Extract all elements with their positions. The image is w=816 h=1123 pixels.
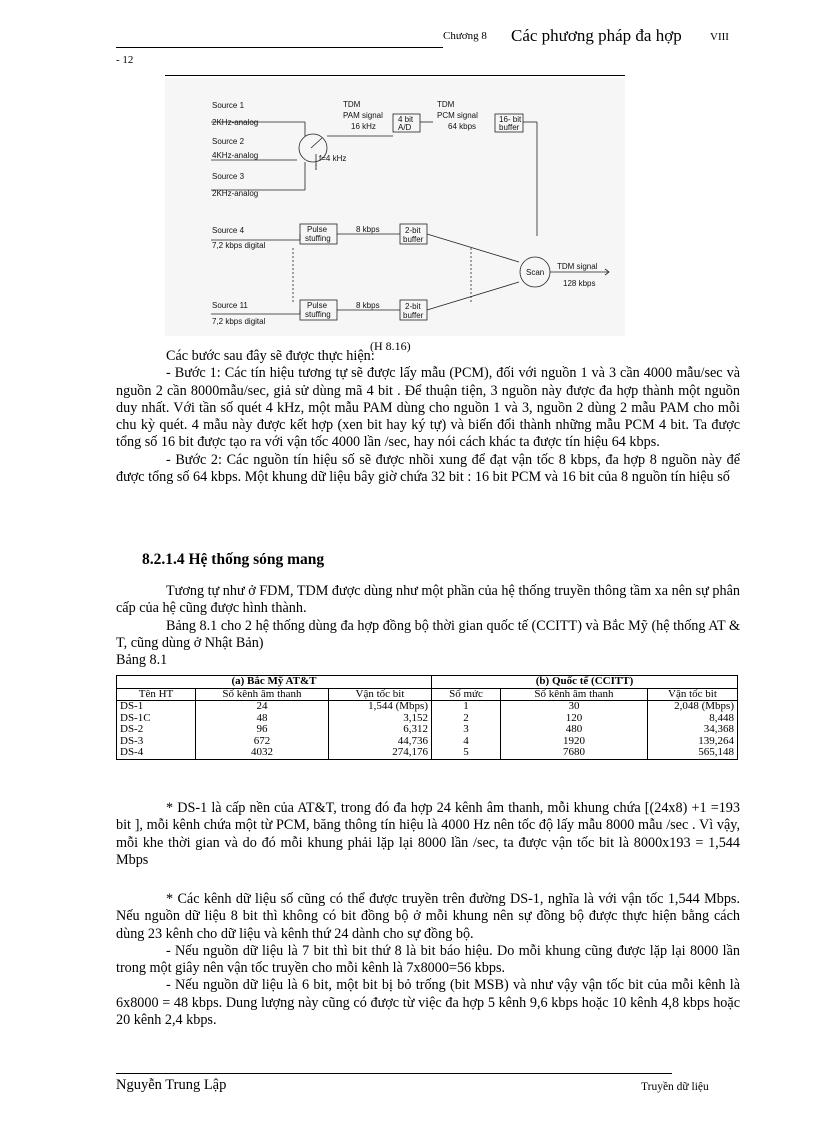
col-header: Số mức xyxy=(432,688,501,701)
col-header: Vận tốc bit xyxy=(648,688,738,701)
table-cell: 2 xyxy=(432,713,501,725)
table-cell: 672 xyxy=(196,736,329,748)
buffer2-1-line2: buffer xyxy=(403,235,424,244)
col-header: Vận tốc bit xyxy=(329,688,432,701)
table-label: Bảng 8.1 xyxy=(116,652,168,669)
table-cell: 7680 xyxy=(501,747,648,759)
footer-author: Nguyễn Trung Lập xyxy=(116,1077,227,1093)
note-7bit: - Nếu nguồn dữ liệu là 7 bit thì bit thứ 8 là bit báo hiệu. Do mỗi khung cũng được lặp lại 8000 lần trong một giây nên vận tốc truyền cho mỗi kênh là 7x8000=56 kbps. xyxy=(116,942,740,977)
buffer2-1-line1: 2-bit xyxy=(405,226,421,235)
step-2: - Bước 2: Các nguồn tín hiệu số sẽ được nhồi xung để đạt vận tốc 8 kbps, đa hợp 8 nguồn này để được tổng số 64 kbps. Một khung dữ liệu bây giờ chứa 32 bit : 16 bit PCM và 16 bit của 8 nguồn tín hiệu số xyxy=(116,451,740,486)
pulse-stuffing-1-line1: Pulse xyxy=(307,225,328,234)
pulse-stuffing-2-line2: stuffing xyxy=(305,310,331,319)
table-cell: 3 xyxy=(432,724,501,736)
tdm-pam-title: TDM xyxy=(343,100,361,109)
header-rule xyxy=(116,47,443,48)
table-cell: 4032 xyxy=(196,747,329,759)
source1-type: 2KHz-analog xyxy=(212,118,259,127)
tdm-signal-label: TDM signal xyxy=(557,262,598,271)
pulse-stuffing-1-line2: stuffing xyxy=(305,234,331,243)
sample-frequency: f=4 kHz xyxy=(319,154,347,163)
table-cell: 2,048 (Mbps) xyxy=(648,701,738,713)
chapter-label: Chương 8 xyxy=(443,30,487,42)
ad-box-line1: 4 bit xyxy=(398,115,414,124)
table-row xyxy=(117,747,738,759)
note-6bit: - Nếu nguồn dữ liệu là 6 bit, một bit bị bỏ trống (bit MSB) và như vậy vận tốc bit của mỗi kênh là 6x8000 = 48 kbps. Dung lượng này cũng có được từ việc đa hợp 5 kênh 9,6 kbps hoặc 10 kênh 4,8 kbps hoặc 20 kênh 2,4 kbps. xyxy=(116,977,740,1029)
table-cell: 480 xyxy=(501,724,648,736)
carrier-section xyxy=(116,583,740,669)
source3-label: Source 3 xyxy=(212,172,245,181)
step-1: - Bước 1: Các tín hiệu tương tự sẽ được lấy mẫu (PCM), đối với nguồn 1 và 3 cần 4000 mẫu/sec và nguồn 2 cần 8000mẫu/sec, giả sử dùng mã 4 bit . Để thuận tiện, 3 nguồn này được đa hợp thành một nguồn duy nhất. Với tần số quét 4 kHz, một mẫu PAM dùng cho nguồn 1 và 3, nguồn 2 dùng 2 mẫu PAM cho mỗi chu kỳ quét. 4 mẫu này được kết hợp (xen bit hay ký tự) và biến đổi thành những mẫu PCM 4 bit. Ta được tổng số 16 bit được tạo ra với vận tốc 4000 lần /sec, hay nói cách khác ta được tín hiệu 64 kbps. xyxy=(116,365,740,451)
notes-1 xyxy=(116,800,740,869)
table-cell: 96 xyxy=(196,724,329,736)
table-cell: 48 xyxy=(196,713,329,725)
buffer16-line1: 16- bit xyxy=(499,115,522,124)
table-cell: 34,368 xyxy=(648,724,738,736)
figure-caption: (H 8.16) xyxy=(370,339,411,353)
table-cell: 274,176 xyxy=(329,747,432,759)
table-cell: 5 xyxy=(432,747,501,759)
table-cell: 120 xyxy=(501,713,648,725)
paragraph-fdm: Tương tự như ở FDM, TDM được dùng như một phần của hệ thống truyền thông tầm xa nên sự phân cấp của hệ cũng được hình thành. xyxy=(116,583,740,617)
source4-label: Source 4 xyxy=(212,226,245,235)
table-cell: DS-1C xyxy=(120,711,151,724)
source11-label: Source 11 xyxy=(212,301,248,310)
chapter-title: Các phương pháp đa hợp xyxy=(511,26,682,45)
table-cell: DS-2 xyxy=(120,723,144,735)
table-cell: 1920 xyxy=(501,736,648,748)
table-cell: 6,312 xyxy=(329,724,432,736)
table-row xyxy=(117,724,738,736)
steps-intro: Các bước sau đây sẽ được thực hiện: xyxy=(166,348,375,364)
notes-2 xyxy=(116,891,740,1029)
source3-type: 2KHz-analog xyxy=(212,189,259,198)
source11-type: 7,2 kbps digital xyxy=(212,317,266,326)
pulse-stuffing-2-line1: Pulse xyxy=(307,301,328,310)
footer-rule xyxy=(116,1073,672,1074)
table-cell: 44,736 xyxy=(329,736,432,748)
table-cell: 565,148 xyxy=(648,747,738,759)
note-digital-data: * Các kênh dữ liệu số cũng có thể được truyền trên đường DS-1, nghĩa là với vận tốc 1,544 Mbps. Nếu nguồn dữ liệu 8 bit thì không có bit đồng bộ ở mỗi khung nên sự đồng bộ được thực hiện bằng cách dùng 23 kênh cho dữ liệu và kênh thứ 24 dành cho sự đồng bộ. xyxy=(116,891,740,942)
tdm-pam-rate: 16 kHz xyxy=(351,122,376,131)
steps-section xyxy=(116,348,740,486)
source2-label: Source 2 xyxy=(212,137,245,146)
source4-type: 7,2 kbps digital xyxy=(212,241,266,250)
table-cell: DS-3 xyxy=(120,734,144,747)
table-cell: 1 xyxy=(432,701,501,713)
table-cell: 8,448 xyxy=(648,713,738,725)
table-cell: 30 xyxy=(501,701,648,713)
buffer2-2-line2: buffer xyxy=(403,311,424,320)
group-a-header: (a) Bắc Mỹ AT&T xyxy=(117,676,432,689)
source1-label: Source 1 xyxy=(212,101,245,110)
table-cell: 4 xyxy=(432,736,501,748)
tdm-diagram xyxy=(165,78,625,336)
tdm-pam-label: PAM signal xyxy=(343,111,383,120)
page-number: - 12 xyxy=(116,54,134,66)
col-header: Số kênh âm thanh xyxy=(196,688,329,701)
tdm-pcm-title: TDM xyxy=(437,100,455,109)
buffer16-line2: buffer xyxy=(499,123,520,132)
col-header: Tên HT xyxy=(117,688,196,701)
section-heading: 8.2.1.4 Hệ thống sóng mang xyxy=(142,551,325,568)
tdm-pcm-label: PCM signal xyxy=(437,111,478,120)
table-row xyxy=(117,701,738,713)
figure-top-rule xyxy=(165,75,625,76)
scan-label: Scan xyxy=(526,268,545,277)
section-number: VIII xyxy=(710,31,729,43)
table-cell: DS-1 xyxy=(120,700,144,712)
paragraph-table-intro: Bảng 8.1 cho 2 hệ thống dùng đa hợp đồng bộ thời gian quốc tế (CCITT) và Bắc Mỹ (hệ thống AT & T, cũng dùng ở Nhật Bản) xyxy=(116,617,740,651)
col-header: Số kênh âm thanh xyxy=(501,688,648,701)
table-cell: DS-4 xyxy=(120,746,144,758)
buffer2-2-line1: 2-bit xyxy=(405,302,421,311)
ad-box-line2: A/D xyxy=(398,123,412,132)
rate-8kbps-1: 8 kbps xyxy=(356,225,380,234)
group-b-header: (b) Quốc tế (CCITT) xyxy=(432,676,738,689)
tdm-signal-rate: 128 kbps xyxy=(563,279,596,288)
table-cell: 24 xyxy=(196,701,329,713)
footer-subject: Truyền dữ liệu xyxy=(641,1081,709,1093)
note-ds1: * DS-1 là cấp nền của AT&T, trong đó đa hợp 24 kênh âm thanh, mỗi khung chứa [(24x8) +1 =193 bit ], mỗi kênh chứa một từ PCM, băng thông tín hiệu là 4000 Hz nên tốc độ lấy mẫu 8000 mẫu /sec . Vì vậy, mỗi khe thời gian và do đó mỗi khung phải lặp lại 8000 lần /sec, ta được vận tốc bit là 8000x193 = 1,544 Mbps xyxy=(116,800,740,868)
table-cell: 1,544 (Mbps) xyxy=(329,701,432,713)
rate-8kbps-2: 8 kbps xyxy=(356,301,380,310)
hierarchy-table xyxy=(116,675,738,760)
table-cell: 3,152 xyxy=(329,713,432,725)
tdm-pcm-rate: 64 kbps xyxy=(448,122,477,131)
table-cell: 139,264 xyxy=(648,736,738,748)
source2-type: 4KHz-analog xyxy=(212,151,259,160)
